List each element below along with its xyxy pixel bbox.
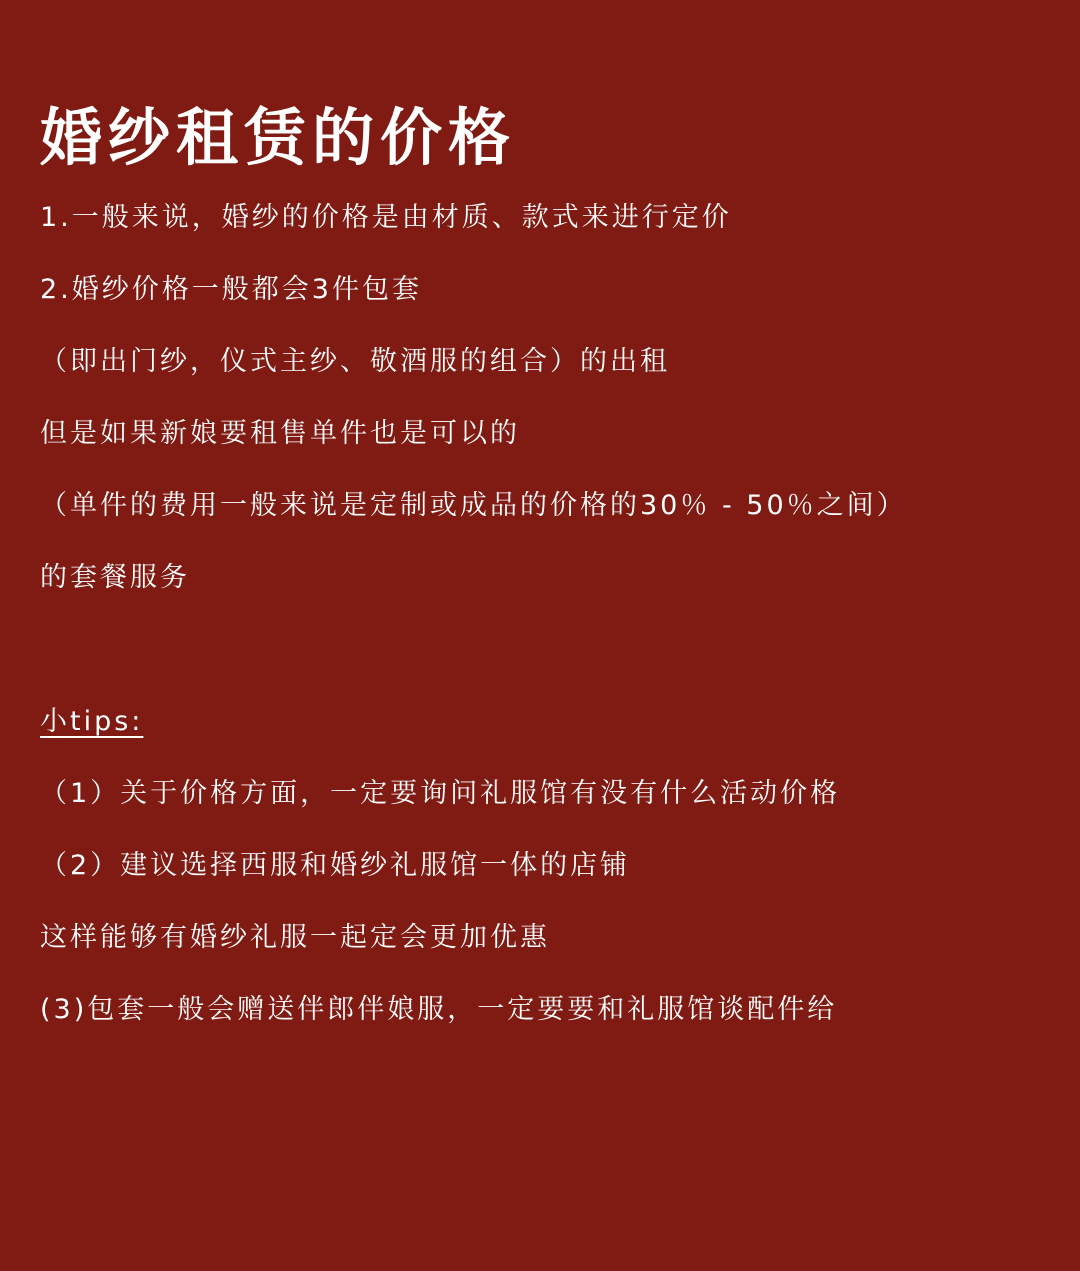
tip-line: （1）关于价格方面，一定要询问礼服馆有没有什么活动价格: [40, 778, 841, 809]
text-line: 但是如果新娘要租售单件也是可以的: [40, 418, 520, 449]
text-line: 的套餐服务: [40, 562, 190, 593]
text-line: 2.婚纱价格一般都会3件包套: [40, 274, 422, 305]
page-title: 婚纱租赁的价格: [40, 101, 517, 174]
tips-heading: 小tips:: [40, 706, 144, 737]
tip-line: (3)包套一般会赠送伴郎伴娘服，一定要要和礼服馆谈配件给: [40, 994, 838, 1025]
tip-line: （2）建议选择西服和婚纱礼服馆一体的店铺: [40, 850, 631, 881]
text-line: （即出门纱，仪式主纱、敬酒服的组合）的出租: [40, 346, 670, 377]
tip-line: 这样能够有婚纱礼服一起定会更加优惠: [40, 922, 550, 953]
text-line: （单件的费用一般来说是定制或成品的价格的30％ - 50％之间）: [40, 490, 907, 521]
text-line: 1.一般来说，婚纱的价格是由材质、款式来进行定价: [40, 202, 732, 233]
